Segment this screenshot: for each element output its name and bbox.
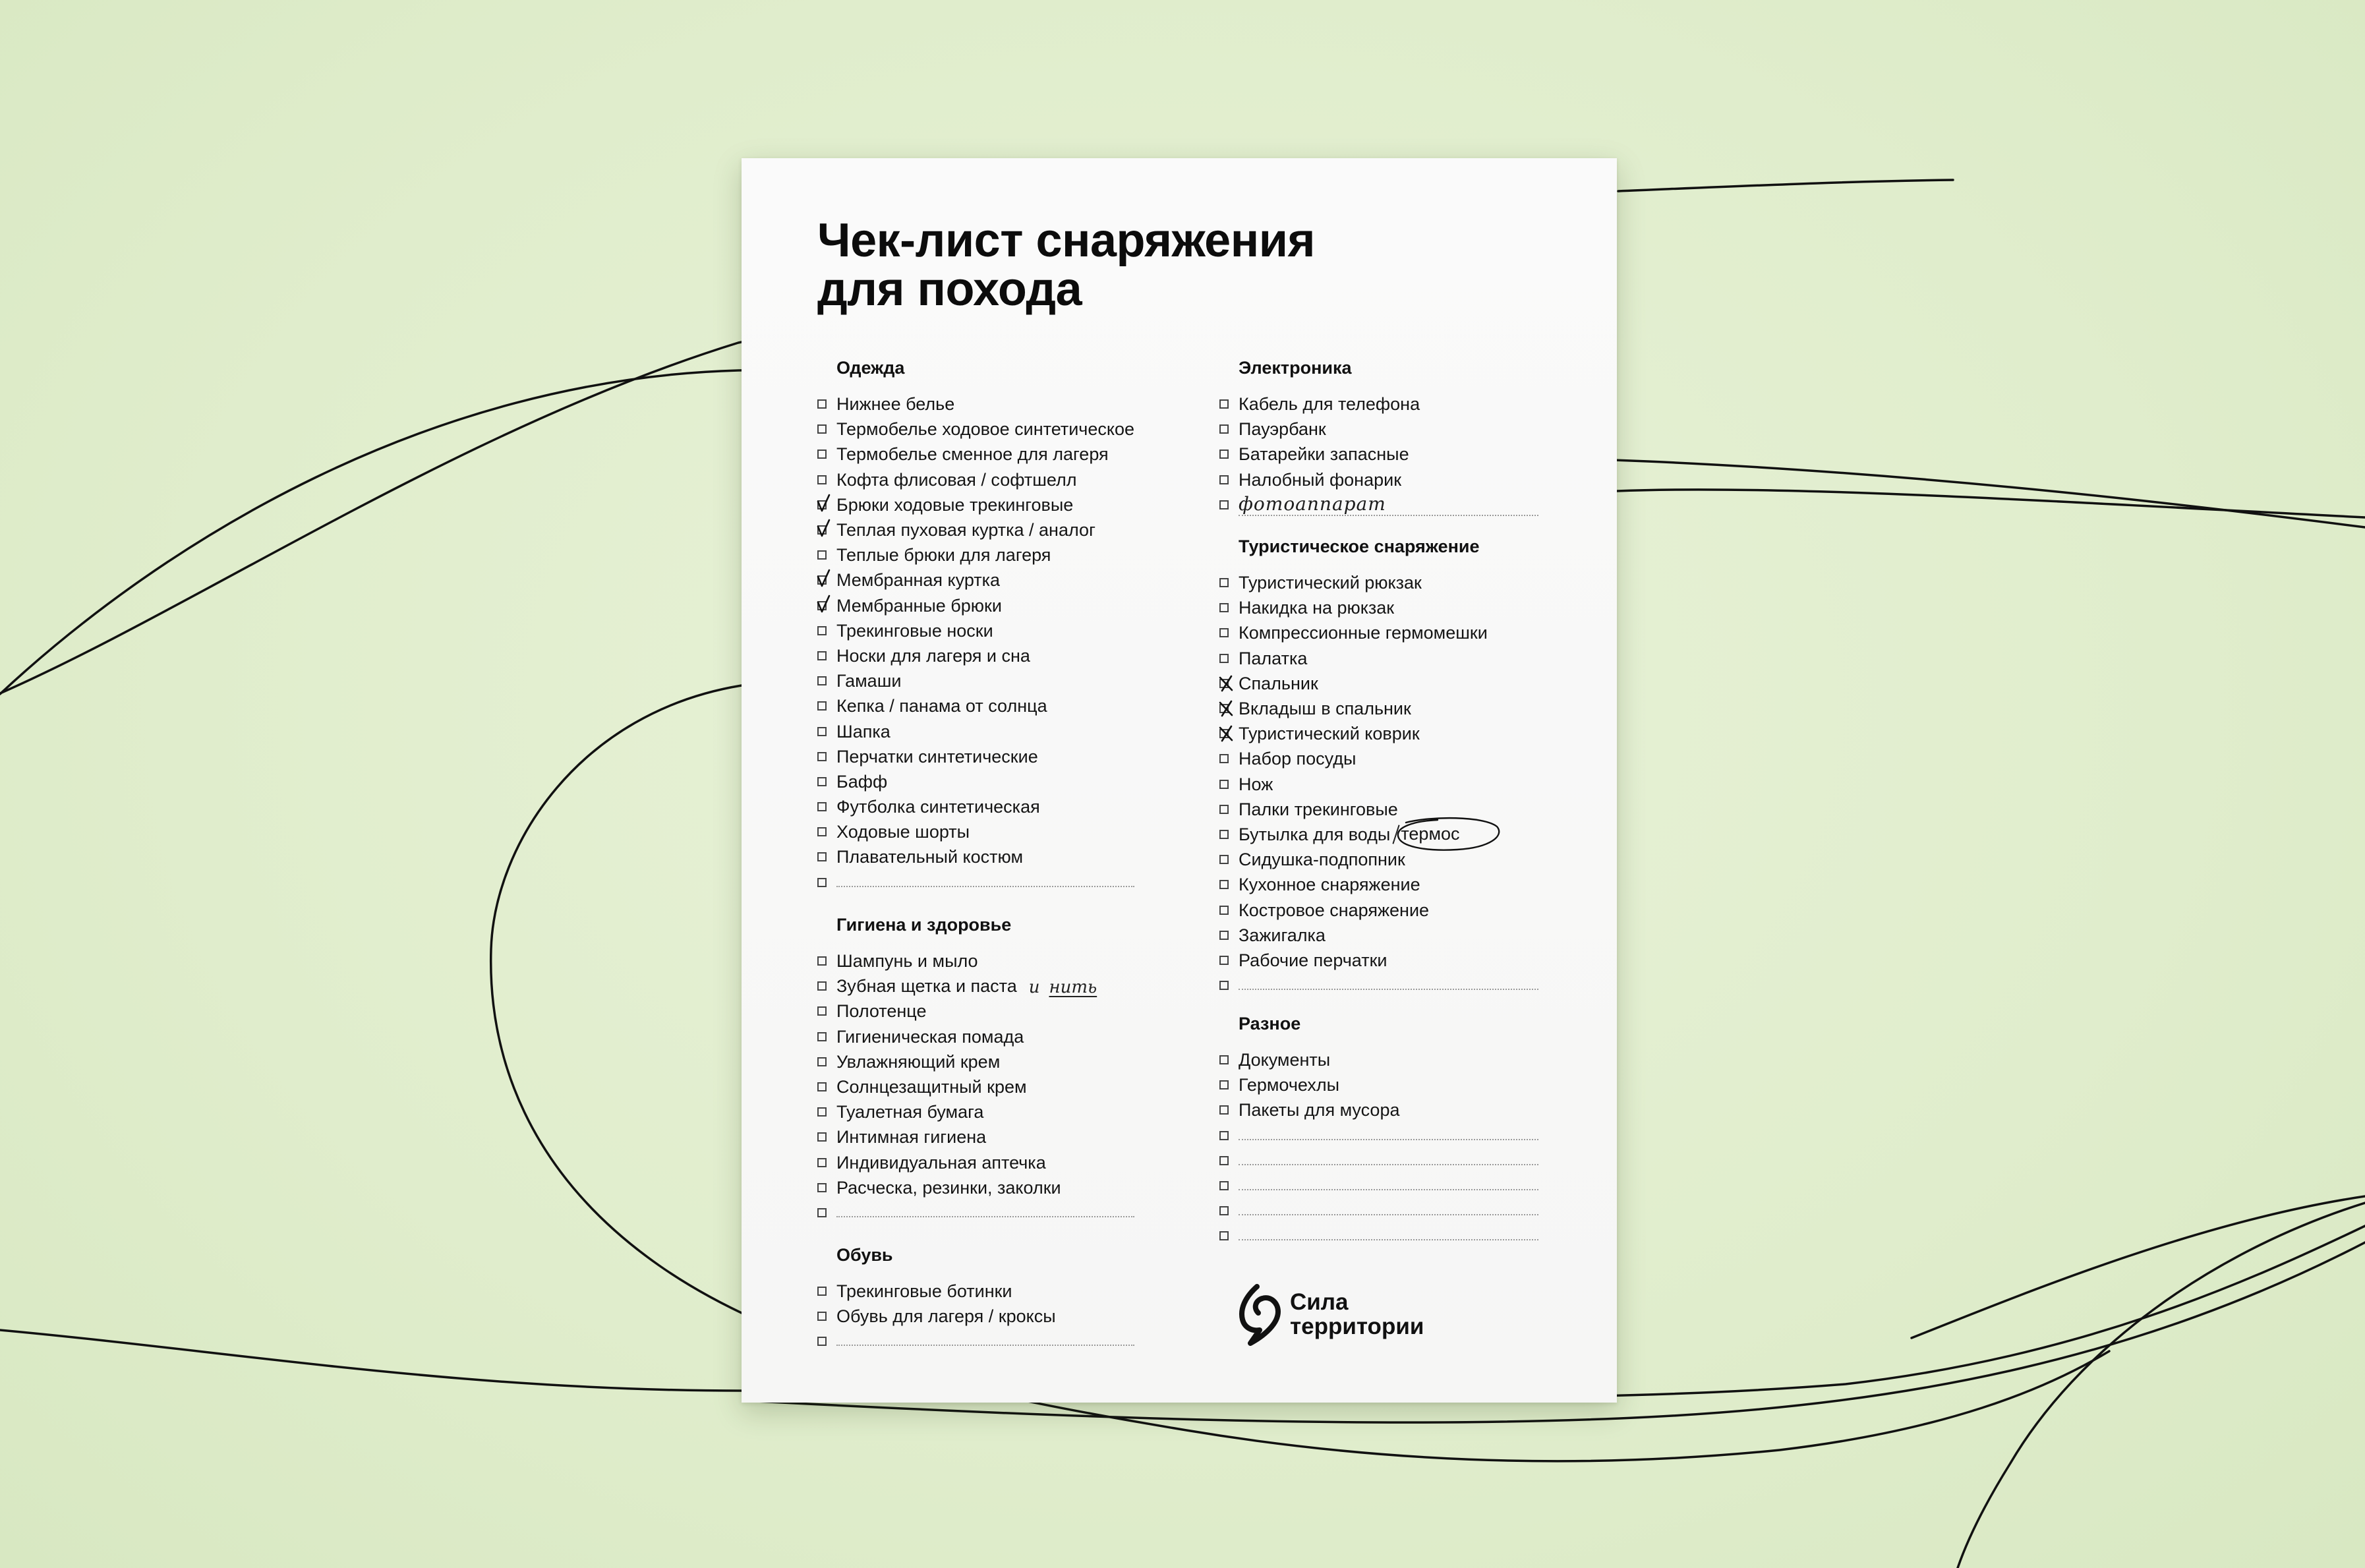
checklist-item-label: Нижнее белье: [836, 394, 955, 415]
checklist-item-label: Рабочие перчатки: [1239, 950, 1387, 970]
checklist-item[interactable]: [817, 1049, 1134, 1074]
checklist-item-label: Термобелье сменное для лагеря: [836, 444, 1109, 465]
section-misc: [1219, 1012, 1538, 1249]
handwritten-item-text: фотоаппарат: [1239, 494, 1538, 516]
checkbox[interactable]: [817, 550, 827, 560]
checklist-item-label: Зажигалка: [1239, 925, 1326, 945]
checkbox[interactable]: [817, 1208, 827, 1217]
checklist-item[interactable]: [817, 973, 1134, 999]
checklist-item-label: Плавательный костюм: [836, 847, 1024, 867]
checklist-item[interactable]: [817, 567, 1134, 593]
checklist-item-label: Пакеты для мусора: [1239, 1100, 1400, 1120]
checklist-item-label: Гамаши: [836, 671, 902, 691]
blank-entry-line[interactable]: [1239, 1239, 1538, 1240]
checkbox[interactable]: [817, 450, 827, 459]
checklist-item[interactable]: [817, 1175, 1134, 1200]
checkbox[interactable]: [817, 1107, 827, 1117]
checklist-item[interactable]: [1219, 746, 1538, 771]
checklist-item-label: Палатка: [1239, 648, 1308, 668]
checklist-item-label: Увлажняющий крем: [836, 1051, 1001, 1072]
checklist-item[interactable]: [1219, 897, 1538, 922]
checklist-item[interactable]: [1219, 1097, 1538, 1122]
handwritten-note-prefix: и: [1028, 977, 1040, 998]
checklist-item-label: Кабель для телефона: [1239, 394, 1420, 415]
section-title: Разное: [1239, 1014, 1301, 1033]
checkbox[interactable]: [817, 626, 827, 635]
section-title: Обувь: [836, 1245, 893, 1265]
checklist-item[interactable]: [1219, 442, 1538, 467]
checklist-item[interactable]: [1219, 847, 1538, 872]
checklist-item-label: Трекинговые ботинки: [836, 1281, 1012, 1302]
blank-entry-line[interactable]: [836, 1216, 1134, 1217]
checklist-item[interactable]: [817, 593, 1134, 618]
checklist-item-label: Кухонное снаряжение: [1239, 875, 1420, 895]
checkbox[interactable]: [1219, 704, 1229, 713]
checklist-item[interactable]: [817, 1150, 1134, 1175]
checkbox[interactable]: [1219, 880, 1229, 889]
checklist-item[interactable]: [817, 542, 1134, 567]
checklist-item[interactable]: [1219, 1047, 1538, 1072]
checkbox[interactable]: [817, 525, 827, 535]
checklist-item-blank[interactable]: [817, 1200, 1134, 1225]
checklist-item-label: Вкладыш в спальник: [1239, 699, 1411, 719]
checklist-item[interactable]: [1219, 1072, 1538, 1097]
checkbox[interactable]: [817, 1287, 827, 1296]
checklist-item-label: Нож: [1239, 774, 1273, 794]
checklist-item[interactable]: [817, 467, 1134, 492]
checkbox[interactable]: [1219, 628, 1229, 637]
checkbox[interactable]: [817, 399, 827, 409]
cross-mark-icon: [1218, 697, 1235, 717]
section-electronics: [1219, 356, 1538, 517]
checkbox[interactable]: [817, 500, 827, 509]
checkbox[interactable]: [1219, 475, 1229, 484]
checklist-item-label: Обувь для лагеря / кроксы: [836, 1306, 1056, 1327]
checklist-item-blank[interactable]: [1219, 1173, 1538, 1198]
checklist-item-label: Сидушка-подпопник: [1239, 850, 1405, 870]
checklist-item[interactable]: [1219, 872, 1538, 897]
circled-note-text: термос: [1401, 824, 1460, 844]
checkbox[interactable]: [1219, 603, 1229, 612]
checklist-item-label: Теплые брюки для лагеря: [836, 545, 1051, 566]
checklist-item[interactable]: [817, 1279, 1134, 1304]
checkbox[interactable]: [817, 956, 827, 966]
checklist-item-label: Налобный фонарик: [1239, 469, 1402, 490]
checklist-item-label: Перчатки синтетические: [836, 746, 1038, 767]
checklist-item-label: Палки трекинговые: [1239, 799, 1398, 819]
checklist-item-label: Гермочехлы: [1239, 1075, 1339, 1095]
checklist-item-label: Батарейки запасные: [1239, 444, 1409, 465]
checklist-item[interactable]: [1219, 570, 1538, 595]
checklist-item[interactable]: [817, 1304, 1134, 1329]
checklist-item[interactable]: [817, 1074, 1134, 1099]
checkbox[interactable]: [1219, 500, 1229, 509]
checklist-item-label: Носки для лагеря и сна: [836, 645, 1030, 666]
section-clothing: [817, 356, 1134, 895]
checklist-item-label: Кепка / панама от солнца: [836, 696, 1047, 716]
checklist-item[interactable]: [1219, 696, 1538, 721]
checkbox[interactable]: [1219, 906, 1229, 915]
blank-entry-line[interactable]: [1239, 989, 1538, 990]
checklist-item-label: Мембранные брюки: [836, 595, 1002, 616]
checkbox[interactable]: [817, 1006, 827, 1016]
checklist-item[interactable]: [817, 999, 1134, 1024]
section-hygiene: [817, 913, 1134, 1225]
checkbox[interactable]: [817, 1057, 827, 1066]
checkbox[interactable]: [817, 878, 827, 887]
checkbox[interactable]: [1219, 1231, 1229, 1240]
page-title-line-1: Чек-лист снаряжения: [817, 214, 1315, 267]
checklist-item-label: Костровое снаряжение: [1239, 900, 1430, 920]
brand-logo: [1237, 1283, 1424, 1346]
checklist-item-label: Туристический коврик: [1239, 724, 1420, 744]
checkbox[interactable]: [1219, 578, 1229, 587]
checklist-item[interactable]: [1219, 772, 1538, 797]
checkbox[interactable]: [817, 752, 827, 761]
checklist-item-label: Солнцезащитный крем: [836, 1077, 1027, 1097]
checkbox[interactable]: [1219, 931, 1229, 940]
checklist-item-label: Документы: [1239, 1050, 1331, 1070]
checklist-item-label: Индивидуальная аптечка: [836, 1152, 1046, 1173]
checklist-item[interactable]: [817, 819, 1134, 844]
cross-mark-icon: [1218, 672, 1235, 692]
checklist-item[interactable]: [1219, 671, 1538, 696]
checkbox[interactable]: [1219, 654, 1229, 663]
blank-entry-line[interactable]: [1239, 1214, 1538, 1215]
checklist-item-label: Пауэрбанк: [1239, 419, 1326, 440]
checklist-item[interactable]: [1219, 595, 1538, 620]
checklist-item-blank[interactable]: [817, 870, 1134, 895]
checklist-item-label: Бутылка для воды: [1239, 824, 1391, 844]
checklist-item-blank[interactable]: [1219, 1123, 1538, 1148]
checkbox[interactable]: [1219, 956, 1229, 965]
checklist-item-label: Гигиеническая помада: [836, 1026, 1024, 1047]
checkbox[interactable]: [817, 802, 827, 811]
section-shoes: [817, 1243, 1134, 1354]
checkmark-icon: [816, 494, 833, 513]
checklist-item-label: Брюки ходовые трекинговые: [836, 494, 1074, 515]
brand-logo-text: [1290, 1290, 1424, 1339]
checklist-item[interactable]: [1219, 721, 1538, 746]
checkbox[interactable]: [1219, 780, 1229, 789]
checklist-item[interactable]: [817, 794, 1134, 819]
blank-entry-line[interactable]: [1239, 1139, 1538, 1140]
checklist-item[interactable]: [1219, 392, 1538, 417]
handwritten-note: [1029, 977, 1097, 997]
blank-entry-line[interactable]: [1239, 1164, 1538, 1165]
checkbox[interactable]: [1219, 1055, 1229, 1064]
checklist-item[interactable]: [817, 668, 1134, 693]
checkbox[interactable]: [817, 777, 827, 786]
checkbox[interactable]: [817, 676, 827, 685]
checkmark-icon: [816, 569, 833, 589]
checklist-item-label: Бафф: [836, 771, 888, 792]
checkbox[interactable]: [817, 727, 827, 736]
brand-logo-icon: [1237, 1283, 1283, 1346]
checklist-item-label: Зубная щетка и паста: [836, 976, 1017, 997]
checklist-item[interactable]: [1219, 467, 1538, 492]
handwritten-note-word: нить: [1049, 977, 1097, 998]
checklist-item[interactable]: [1219, 417, 1538, 442]
checkbox[interactable]: [817, 1032, 827, 1041]
checklist-item-label: Шампунь и мыло: [836, 951, 978, 972]
checkbox[interactable]: [1219, 855, 1229, 864]
checklist-item[interactable]: [817, 517, 1134, 542]
checkbox[interactable]: [817, 651, 827, 660]
checkbox[interactable]: [1219, 1131, 1229, 1140]
checklist-item-label: Мембранная куртка: [836, 570, 1001, 591]
checklist-item-blank[interactable]: [1219, 1198, 1538, 1223]
checklist-item-blank[interactable]: [1219, 1223, 1538, 1248]
checklist-item[interactable]: [817, 844, 1134, 869]
checkbox[interactable]: [817, 827, 827, 836]
checklist-item[interactable]: [817, 442, 1134, 467]
checkbox[interactable]: [1219, 830, 1229, 839]
checkbox[interactable]: [817, 1337, 827, 1346]
checkbox[interactable]: [817, 424, 827, 434]
checkbox[interactable]: [817, 1312, 827, 1321]
checkbox[interactable]: [817, 1082, 827, 1091]
checkbox[interactable]: [1219, 981, 1229, 990]
checkbox[interactable]: [817, 1132, 827, 1142]
checklist-item[interactable]: [817, 417, 1134, 442]
checkbox[interactable]: [1219, 424, 1229, 434]
checklist-item[interactable]: [817, 769, 1134, 794]
checklist-item[interactable]: [1219, 923, 1538, 948]
checklist-item[interactable]: [1219, 948, 1538, 973]
checklist-item-label: Шапка: [836, 721, 891, 741]
checkbox[interactable]: [1219, 679, 1229, 688]
checkbox[interactable]: [817, 475, 827, 484]
checklist-item-label: Полотенце: [836, 1001, 927, 1022]
checkmark-icon: [816, 519, 833, 538]
checklist-item[interactable]: [817, 643, 1134, 668]
checklist-sheet: [742, 158, 1617, 1403]
checklist-item-blank[interactable]: [1219, 973, 1538, 998]
checklist-item-label: Туалетная бумага: [836, 1102, 984, 1122]
checklist-item-label: Интимная гигиена: [836, 1127, 987, 1147]
checklist-item-label: Расческа, резинки, заколки: [836, 1177, 1061, 1198]
checkbox[interactable]: [1219, 754, 1229, 763]
checkbox[interactable]: [817, 981, 827, 991]
checklist-item[interactable]: [1219, 646, 1538, 671]
section-title: Электроника: [1239, 358, 1352, 378]
section-title: Гигиена и здоровье: [836, 915, 1012, 935]
blank-entry-line[interactable]: [836, 1345, 1134, 1346]
checkbox[interactable]: [1219, 1156, 1229, 1165]
checkbox[interactable]: [1219, 1105, 1229, 1115]
section-tourist-gear: [1219, 535, 1538, 998]
checkbox[interactable]: [817, 852, 827, 861]
cross-mark-icon: [1218, 722, 1235, 742]
blank-entry-line[interactable]: [1239, 1189, 1538, 1190]
checklist-item-handwritten[interactable]: [1219, 492, 1538, 517]
checklist-item-label: Спальник: [1239, 673, 1318, 693]
checklist-item[interactable]: [1219, 822, 1538, 847]
checklist-item[interactable]: [817, 693, 1134, 718]
checklist-item-blank[interactable]: [817, 1329, 1134, 1354]
section-title: Одежда: [836, 358, 905, 378]
checkbox[interactable]: [1219, 1206, 1229, 1215]
checklist-item-label: Ходовые шорты: [836, 822, 970, 842]
checklist-item-label: Кофта флисовая / софтшелл: [836, 469, 1077, 490]
brand-logo-line-2: территории: [1290, 1314, 1424, 1339]
checklist-item[interactable]: [1219, 620, 1538, 645]
checklist-item-label: Термобелье ходовое синтетическое: [836, 419, 1135, 440]
checkbox[interactable]: [1219, 805, 1229, 814]
checklist-item[interactable]: [817, 618, 1134, 643]
circled-note: [1401, 824, 1459, 844]
section-title: Туристическое снаряжение: [1239, 537, 1480, 556]
checklist-item-label: Накидка на рюкзак: [1239, 598, 1395, 618]
checkbox[interactable]: [1219, 399, 1229, 409]
checkbox[interactable]: [1219, 450, 1229, 459]
checklist-item-label: Теплая пуховая куртка / аналог: [836, 520, 1095, 540]
page-title: [817, 216, 1575, 314]
checklist-item[interactable]: [817, 392, 1134, 417]
checklist-item-label: Компрессионные гермомешки: [1239, 623, 1488, 643]
checkbox[interactable]: [817, 1158, 827, 1167]
checklist-item[interactable]: [817, 492, 1134, 517]
checkmark-icon: [816, 595, 833, 614]
checklist-item[interactable]: [817, 718, 1134, 743]
checklist-item-blank[interactable]: [1219, 1148, 1538, 1173]
checkbox[interactable]: [1219, 1181, 1229, 1190]
blank-entry-line[interactable]: [836, 886, 1134, 887]
checklist-item[interactable]: [817, 1099, 1134, 1124]
checkbox[interactable]: [817, 701, 827, 711]
checkbox[interactable]: [1219, 729, 1229, 738]
checklist-item-label: Футболка синтетическая: [836, 797, 1040, 817]
checkbox[interactable]: [817, 601, 827, 610]
checklist-item[interactable]: [817, 948, 1134, 973]
handwritten-slash: [1393, 825, 1400, 844]
checklist-item-label: Туристический рюкзак: [1239, 573, 1422, 593]
checkbox[interactable]: [1219, 1080, 1229, 1089]
checklist-item[interactable]: [817, 1024, 1134, 1049]
checklist-item[interactable]: [817, 744, 1134, 769]
checklist-item[interactable]: [817, 1124, 1134, 1149]
checklist-item[interactable]: [1219, 797, 1538, 822]
checklist-item-label: Трекинговые носки: [836, 620, 993, 641]
checklist-item-label: Набор посуды: [1239, 749, 1357, 769]
checkbox[interactable]: [817, 575, 827, 585]
brand-logo-line-1: Сила: [1290, 1289, 1349, 1315]
page-title-line-2: для похода: [817, 263, 1082, 316]
checkbox[interactable]: [817, 1183, 827, 1192]
